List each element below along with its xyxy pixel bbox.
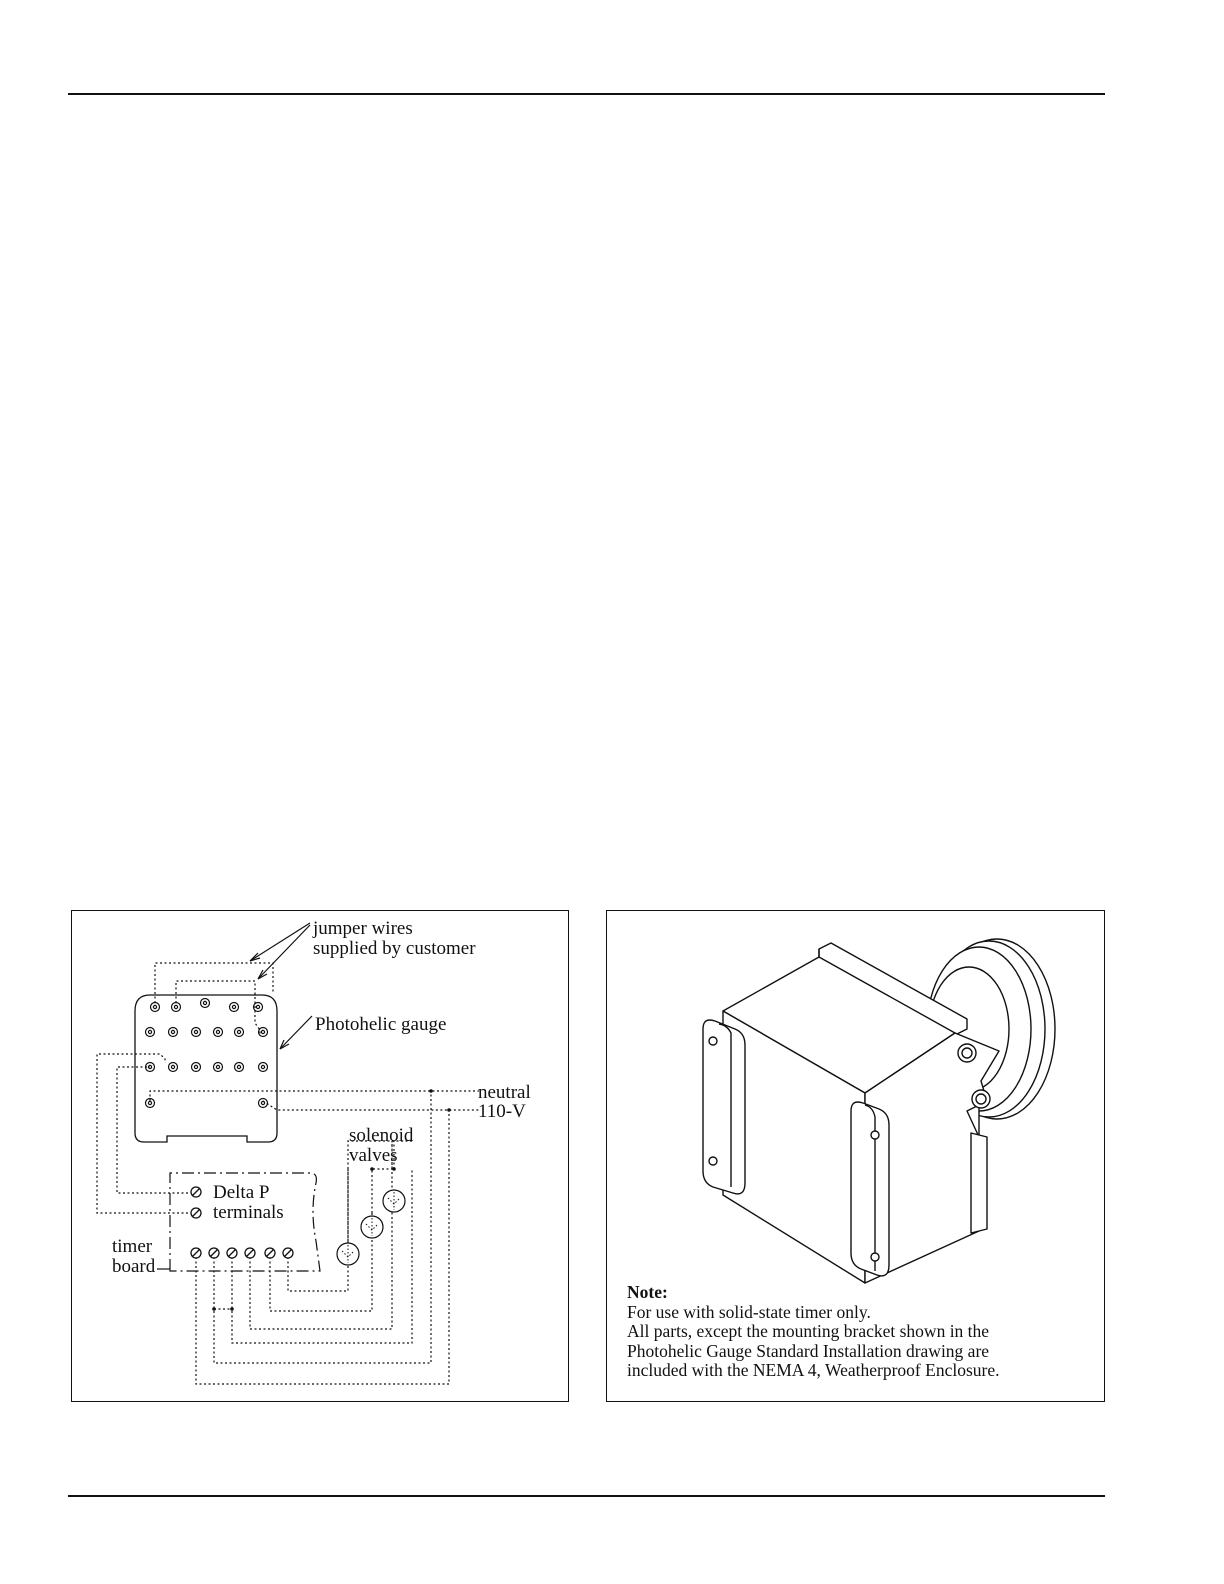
jumper-label-line1: jumper wires xyxy=(313,918,413,939)
jumper-label xyxy=(313,919,476,959)
gauge-terminal xyxy=(259,1099,268,1108)
timer-label-line2: board xyxy=(112,1256,156,1277)
gauge-terminal xyxy=(201,999,210,1008)
gauge-terminal-center xyxy=(237,1065,240,1068)
gauge-terminal-center xyxy=(171,1065,174,1068)
gauge-terminal-center xyxy=(237,1030,240,1033)
timer-wire-5 xyxy=(270,1213,372,1311)
note-line-2: All parts, except the mounting bracket shown in the xyxy=(627,1321,990,1341)
volt-label: 110-V xyxy=(478,1101,526,1122)
note-line-1: For use with solid-state timer only. xyxy=(627,1301,871,1322)
gauge-terminal-center xyxy=(216,1030,219,1033)
delta-label-line1: Delta P xyxy=(213,1182,270,1203)
delta-label-line2: terminals xyxy=(213,1202,284,1223)
gauge-terminal xyxy=(169,1063,178,1072)
gauge-terminal-center xyxy=(148,1030,151,1033)
gauge-terminal xyxy=(235,1028,244,1037)
gauge-terminal-center xyxy=(203,1001,206,1004)
gauge-terminal xyxy=(146,1028,155,1037)
gauge-terminal-center xyxy=(256,1005,259,1008)
gauge-terminal-center xyxy=(232,1005,235,1008)
gauge-terminal xyxy=(192,1028,201,1037)
volt-wire xyxy=(263,1101,479,1110)
wiring-diagram-panel xyxy=(71,910,569,1402)
solenoid-label xyxy=(349,1126,413,1166)
right-strip xyxy=(971,1133,987,1233)
jumper-leader-2 xyxy=(258,925,310,979)
note-line-4: included with the NEMA 4, Weatherproof Enclosure. xyxy=(627,1360,1000,1380)
enclosure-panel xyxy=(606,910,1105,1402)
jumper-label-line2: supplied by customer xyxy=(313,938,476,959)
gauge-terminal-center xyxy=(261,1030,264,1033)
note-block xyxy=(627,1283,999,1381)
timer-label-line1: timer xyxy=(112,1236,153,1257)
gauge-terminal xyxy=(172,1003,181,1012)
neutral-label: neutral xyxy=(478,1082,531,1103)
gauge-leader xyxy=(280,1016,312,1049)
gauge-label: Photohelic gauge xyxy=(315,1014,447,1035)
gauge-terminal-center xyxy=(216,1065,219,1068)
header-rule xyxy=(68,93,1105,95)
delta-label xyxy=(213,1183,284,1223)
timer-label xyxy=(112,1237,155,1277)
gauge-terminal xyxy=(151,1003,160,1012)
gauge-terminal xyxy=(230,1003,239,1012)
gauge-terminal-center xyxy=(261,1065,264,1068)
gauge-terminal-center xyxy=(174,1005,177,1008)
delta-wire-1 xyxy=(97,1054,188,1213)
gauge-terminal-center xyxy=(194,1030,197,1033)
note-title: Note: xyxy=(627,1282,668,1302)
gauge-terminal xyxy=(259,1063,268,1072)
gauge-terminal xyxy=(214,1063,223,1072)
photohelic-gauge-body xyxy=(135,995,277,1142)
gauge-terminal xyxy=(235,1063,244,1072)
gauge-terminal xyxy=(169,1028,178,1037)
delta-wire-2 xyxy=(117,1067,188,1193)
gauge-terminal xyxy=(214,1028,223,1037)
neutral-wire xyxy=(150,1091,479,1101)
gauge-terminal-center xyxy=(153,1005,156,1008)
gauge-terminal-center xyxy=(148,1101,151,1104)
gauge-terminal xyxy=(192,1063,201,1072)
gauge-terminal-center xyxy=(194,1065,197,1068)
solenoid-label-line2: valves xyxy=(349,1145,398,1166)
note-line-3: Photohelic Gauge Standard Installation drawing are xyxy=(627,1340,990,1361)
timer-wire-6 xyxy=(288,1169,348,1291)
gauge-terminal-center xyxy=(171,1030,174,1033)
wiring-diagram xyxy=(72,911,570,1403)
footer-rule xyxy=(68,1495,1105,1497)
solenoid-label-line1: solenoid xyxy=(349,1125,414,1146)
